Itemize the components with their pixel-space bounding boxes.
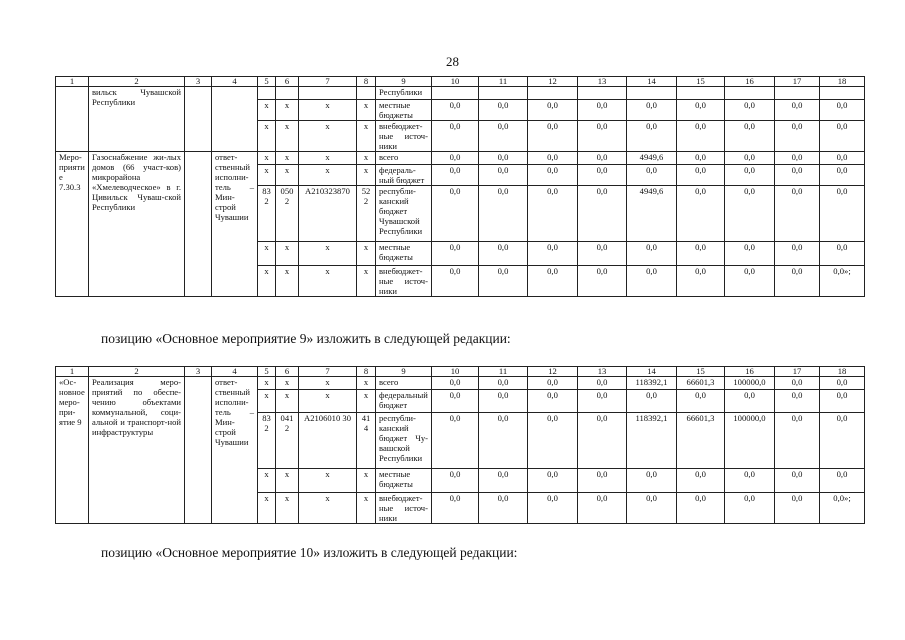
funding-source-cell: Республики bbox=[376, 87, 432, 100]
section-code-cell: x bbox=[276, 165, 299, 186]
column-number-cell: 3 bbox=[185, 367, 212, 377]
column-number-cell: 13 bbox=[578, 367, 627, 377]
column-number-cell: 5 bbox=[258, 367, 276, 377]
amount-cell: 0,0 bbox=[528, 242, 578, 266]
amount-cell: 0,0 bbox=[578, 165, 627, 186]
column-number-cell: 12 bbox=[528, 77, 578, 87]
column-number-cell: 16 bbox=[725, 77, 775, 87]
grbs-code-cell: x bbox=[258, 390, 276, 413]
amount-cell: 0,0 bbox=[528, 186, 578, 242]
grbs-code-cell: x bbox=[258, 100, 276, 121]
amount-cell bbox=[775, 87, 820, 100]
amount-cell: 0,0 bbox=[432, 390, 479, 413]
amount-cell: 0,0 bbox=[677, 493, 725, 524]
funding-source-cell: республи-канский бюджет Чу-вашской Республики bbox=[376, 413, 432, 469]
column-number-cell: 2 bbox=[89, 77, 185, 87]
expense-type-cell: 414 bbox=[357, 413, 376, 469]
target-article-cell: x bbox=[299, 469, 357, 493]
grbs-code-cell: x bbox=[258, 469, 276, 493]
amount-cell: 0,0 bbox=[578, 469, 627, 493]
section-code-cell: x bbox=[276, 377, 299, 390]
funding-source-cell: внебюджет-ные источ-ники bbox=[376, 493, 432, 524]
section-code-cell: 0502 bbox=[276, 186, 299, 242]
column-number-cell: 11 bbox=[479, 77, 528, 87]
page-number: 28 bbox=[446, 54, 459, 69]
amount-cell: 118392,1 bbox=[627, 377, 677, 390]
amount-cell: 0,0 bbox=[528, 469, 578, 493]
amount-cell: 0,0 bbox=[479, 266, 528, 297]
amount-cell: 0,0 bbox=[432, 377, 479, 390]
empty-cell bbox=[185, 377, 212, 524]
amount-cell: 0,0 bbox=[677, 186, 725, 242]
amount-cell: 0,0 bbox=[725, 493, 775, 524]
amount-cell: 0,0 bbox=[677, 152, 725, 165]
amount-cell: 0,0 bbox=[479, 390, 528, 413]
section-code-cell: x bbox=[276, 121, 299, 152]
column-number-cell: 2 bbox=[89, 367, 185, 377]
column-number-cell: 9 bbox=[376, 77, 432, 87]
amount-cell: 0,0 bbox=[432, 121, 479, 152]
column-number-cell: 18 bbox=[820, 77, 865, 87]
amount-cell: 0,0 bbox=[775, 186, 820, 242]
amount-cell: 0,0 bbox=[677, 100, 725, 121]
amount-cell: 0,0 bbox=[677, 266, 725, 297]
column-number-cell: 7 bbox=[299, 367, 357, 377]
amount-cell: 0,0 bbox=[725, 152, 775, 165]
amount-cell: 0,0 bbox=[432, 165, 479, 186]
funding-source-cell: внебюджет-ные источ-ники bbox=[376, 121, 432, 152]
amount-cell: 0,0 bbox=[775, 266, 820, 297]
target-article-cell: x bbox=[299, 165, 357, 186]
amount-cell: 0,0 bbox=[479, 165, 528, 186]
column-number-cell: 9 bbox=[376, 367, 432, 377]
amount-cell: 0,0 bbox=[627, 266, 677, 297]
amount-cell: 0,0 bbox=[432, 469, 479, 493]
grbs-code-cell: x bbox=[258, 242, 276, 266]
amount-cell: 0,0 bbox=[627, 469, 677, 493]
amount-cell bbox=[820, 87, 865, 100]
section-code-cell: x bbox=[276, 390, 299, 413]
column-number-cell: 11 bbox=[479, 367, 528, 377]
column-number-cell: 4 bbox=[212, 367, 258, 377]
amount-cell: 100000,0 bbox=[725, 377, 775, 390]
amount-cell: 0,0 bbox=[627, 242, 677, 266]
amount-cell: 0,0 bbox=[578, 152, 627, 165]
amount-cell: 0,0 bbox=[479, 242, 528, 266]
column-number-row bbox=[56, 367, 865, 377]
amount-cell: 0,0 bbox=[528, 390, 578, 413]
amount-cell bbox=[578, 87, 627, 100]
amount-cell: 0,0 bbox=[775, 390, 820, 413]
amount-cell: 100000,0 bbox=[725, 413, 775, 469]
column-number-cell: 17 bbox=[775, 367, 820, 377]
target-article-cell: x bbox=[299, 100, 357, 121]
event-number-cell: Меро-приятие 7.30.3 bbox=[56, 152, 89, 297]
funding-source-cell: федераль-ный бюджет bbox=[376, 165, 432, 186]
amount-cell: 0,0 bbox=[627, 165, 677, 186]
amount-cell bbox=[479, 87, 528, 100]
event-number-cell bbox=[56, 87, 89, 152]
paragraph-main-event-10: позицию «Основное мероприятие 10» изложить в следующей редакции: bbox=[101, 545, 518, 560]
target-article-cell: x bbox=[299, 377, 357, 390]
amount-cell: 0,0 bbox=[528, 377, 578, 390]
event-name-cell: Реализация меро-приятий по обеспе-чению объектами коммунальной, соци-альной и транспорт-ной инфраструктуры bbox=[89, 377, 185, 524]
amount-cell: 0,0 bbox=[432, 186, 479, 242]
amount-cell: 0,0 bbox=[775, 100, 820, 121]
section-code-cell: x bbox=[276, 152, 299, 165]
amount-cell: 0,0 bbox=[820, 390, 865, 413]
budget-table-1 bbox=[55, 76, 865, 297]
amount-cell: 0,0 bbox=[578, 266, 627, 297]
event-name-cell: Газоснабжение жи-лых домов (66 участ-ков) микрорайона «Хмелеводческое» в г. Цивильск Чуваш-ской Республики bbox=[89, 152, 185, 297]
amount-cell: 0,0 bbox=[725, 266, 775, 297]
amount-cell: 0,0 bbox=[627, 100, 677, 121]
amount-cell: 0,0 bbox=[820, 152, 865, 165]
amount-cell: 0,0 bbox=[820, 242, 865, 266]
funding-source-cell: всего bbox=[376, 377, 432, 390]
column-number-cell: 3 bbox=[185, 77, 212, 87]
section-code-cell: 0412 bbox=[276, 413, 299, 469]
column-number-cell: 1 bbox=[56, 367, 89, 377]
column-number-cell: 10 bbox=[432, 367, 479, 377]
amount-cell: 0,0 bbox=[775, 242, 820, 266]
amount-cell: 4949,6 bbox=[627, 186, 677, 242]
target-article-cell: x bbox=[299, 152, 357, 165]
column-number-cell: 4 bbox=[212, 77, 258, 87]
amount-cell: 0,0 bbox=[479, 377, 528, 390]
amount-cell: 0,0 bbox=[775, 493, 820, 524]
target-article-cell: x bbox=[299, 266, 357, 297]
amount-cell: 0,0 bbox=[578, 377, 627, 390]
amount-cell: 0,0 bbox=[820, 165, 865, 186]
amount-cell bbox=[528, 87, 578, 100]
expense-type-cell: x bbox=[357, 100, 376, 121]
amount-cell: 0,0 bbox=[627, 493, 677, 524]
column-number-cell: 17 bbox=[775, 77, 820, 87]
grbs-code-cell: 832 bbox=[258, 186, 276, 242]
expense-type-cell: x bbox=[357, 377, 376, 390]
amount-cell: 0,0 bbox=[432, 100, 479, 121]
empty-cell bbox=[185, 152, 212, 297]
amount-cell: 0,0 bbox=[725, 165, 775, 186]
column-number-cell: 12 bbox=[528, 367, 578, 377]
target-article-cell bbox=[299, 87, 357, 100]
amount-cell: 0,0 bbox=[725, 390, 775, 413]
amount-cell: 0,0 bbox=[775, 469, 820, 493]
target-article-cell: x bbox=[299, 493, 357, 524]
amount-cell: 4949,6 bbox=[627, 152, 677, 165]
amount-cell: 0,0 bbox=[775, 377, 820, 390]
amount-cell bbox=[627, 87, 677, 100]
amount-cell: 0,0 bbox=[528, 121, 578, 152]
amount-cell: 0,0 bbox=[677, 165, 725, 186]
grbs-code-cell bbox=[258, 87, 276, 100]
target-article-cell: x bbox=[299, 242, 357, 266]
column-number-cell: 6 bbox=[276, 77, 299, 87]
amount-cell: 0,0 bbox=[775, 165, 820, 186]
table-row bbox=[56, 377, 865, 390]
column-number-cell: 10 bbox=[432, 77, 479, 87]
amount-cell: 0,0 bbox=[820, 469, 865, 493]
amount-cell: 0,0 bbox=[725, 186, 775, 242]
amount-cell: 0,0 bbox=[627, 121, 677, 152]
column-number-cell: 8 bbox=[357, 77, 376, 87]
table-row bbox=[56, 152, 865, 165]
funding-source-cell: местные бюджеты bbox=[376, 469, 432, 493]
grbs-code-cell: x bbox=[258, 165, 276, 186]
amount-cell: 0,0 bbox=[677, 242, 725, 266]
amount-cell: 0,0 bbox=[528, 100, 578, 121]
funding-source-cell: федеральный бюджет bbox=[376, 390, 432, 413]
column-number-cell: 14 bbox=[627, 77, 677, 87]
amount-cell: 0,0 bbox=[725, 121, 775, 152]
target-article-cell: x bbox=[299, 390, 357, 413]
expense-type-cell: x bbox=[357, 121, 376, 152]
expense-type-cell: x bbox=[357, 165, 376, 186]
grbs-code-cell: x bbox=[258, 493, 276, 524]
section-code-cell: x bbox=[276, 242, 299, 266]
funding-source-cell: местные бюджеты bbox=[376, 242, 432, 266]
column-number-cell: 6 bbox=[276, 367, 299, 377]
grbs-code-cell: x bbox=[258, 377, 276, 390]
budget-table-2 bbox=[55, 366, 865, 524]
amount-cell: 0,0 bbox=[820, 413, 865, 469]
section-code-cell: x bbox=[276, 266, 299, 297]
target-article-cell: x bbox=[299, 121, 357, 152]
table-row bbox=[56, 87, 865, 100]
amount-cell: 0,0 bbox=[775, 152, 820, 165]
paragraph-main-event-9: позицию «Основное мероприятие 9» изложить в следующей редакции: bbox=[101, 331, 511, 346]
amount-cell: 0,0 bbox=[578, 390, 627, 413]
column-number-row bbox=[56, 77, 865, 87]
column-number-cell: 13 bbox=[578, 77, 627, 87]
amount-cell: 0,0 bbox=[578, 242, 627, 266]
amount-cell: 0,0 bbox=[479, 121, 528, 152]
target-article-cell: A210323870 bbox=[299, 186, 357, 242]
amount-cell: 0,0 bbox=[677, 390, 725, 413]
funding-source-cell: местные бюджеты bbox=[376, 100, 432, 121]
amount-cell: 0,0 bbox=[479, 100, 528, 121]
column-number-cell: 16 bbox=[725, 367, 775, 377]
amount-cell: 0,0 bbox=[725, 100, 775, 121]
amount-cell: 0,0 bbox=[432, 413, 479, 469]
section-code-cell: x bbox=[276, 469, 299, 493]
event-number-cell: «Ос-новное меро-при-ятие 9 bbox=[56, 377, 89, 524]
amount-cell: 0,0 bbox=[432, 242, 479, 266]
target-article-cell: A2106010 30 bbox=[299, 413, 357, 469]
amount-cell: 0,0 bbox=[775, 121, 820, 152]
amount-cell: 0,0 bbox=[479, 413, 528, 469]
section-code-cell bbox=[276, 87, 299, 100]
amount-cell: 0,0 bbox=[725, 469, 775, 493]
amount-cell: 0,0 bbox=[677, 469, 725, 493]
expense-type-cell: x bbox=[357, 390, 376, 413]
amount-cell: 0,0 bbox=[820, 100, 865, 121]
section-code-cell: x bbox=[276, 493, 299, 524]
funding-source-cell: всего bbox=[376, 152, 432, 165]
amount-cell: 0,0 bbox=[820, 186, 865, 242]
responsible-cell: ответ-ственный исполни-тель – Мин-строй Чувашии bbox=[212, 377, 258, 524]
responsible-cell bbox=[212, 87, 258, 152]
amount-cell: 0,0 bbox=[820, 377, 865, 390]
grbs-code-cell: x bbox=[258, 266, 276, 297]
expense-type-cell: x bbox=[357, 242, 376, 266]
amount-cell: 0,0 bbox=[578, 186, 627, 242]
amount-cell: 0,0 bbox=[578, 413, 627, 469]
amount-cell: 0,0 bbox=[528, 152, 578, 165]
column-number-cell: 15 bbox=[677, 367, 725, 377]
amount-cell: 0,0 bbox=[578, 100, 627, 121]
amount-cell: 0,0 bbox=[627, 390, 677, 413]
amount-cell: 0,0 bbox=[677, 121, 725, 152]
column-number-cell: 18 bbox=[820, 367, 865, 377]
section-code-cell: x bbox=[276, 100, 299, 121]
amount-cell: 0,0 bbox=[432, 152, 479, 165]
expense-type-cell bbox=[357, 87, 376, 100]
amount-cell: 0,0 bbox=[528, 413, 578, 469]
event-name-cell: вильск Чувашской Республики bbox=[89, 87, 185, 152]
expense-type-cell: x bbox=[357, 493, 376, 524]
responsible-cell: ответ-ственный исполни-тель – Мин-строй Чувашии bbox=[212, 152, 258, 297]
expense-type-cell: x bbox=[357, 152, 376, 165]
amount-cell: 118392,1 bbox=[627, 413, 677, 469]
column-number-cell: 15 bbox=[677, 77, 725, 87]
expense-type-cell: 522 bbox=[357, 186, 376, 242]
grbs-code-cell: x bbox=[258, 121, 276, 152]
empty-cell bbox=[185, 87, 212, 152]
amount-cell: 0,0 bbox=[725, 242, 775, 266]
column-number-cell: 5 bbox=[258, 77, 276, 87]
amount-cell: 0,0 bbox=[432, 493, 479, 524]
amount-cell bbox=[725, 87, 775, 100]
amount-cell: 0,0 bbox=[528, 165, 578, 186]
grbs-code-cell: 832 bbox=[258, 413, 276, 469]
funding-source-cell: республи-канский бюджет Чувашской Республики bbox=[376, 186, 432, 242]
amount-cell: 0,0 bbox=[578, 121, 627, 152]
amount-cell: 0,0 bbox=[578, 493, 627, 524]
amount-cell bbox=[432, 87, 479, 100]
expense-type-cell: x bbox=[357, 266, 376, 297]
amount-cell: 0,0 bbox=[432, 266, 479, 297]
column-number-cell: 8 bbox=[357, 367, 376, 377]
amount-cell: 0,0 bbox=[479, 186, 528, 242]
amount-cell: 0,0 bbox=[528, 266, 578, 297]
amount-cell: 0,0 bbox=[775, 413, 820, 469]
column-number-cell: 7 bbox=[299, 77, 357, 87]
amount-cell: 0,0»; bbox=[820, 266, 865, 297]
amount-cell: 0,0 bbox=[479, 469, 528, 493]
column-number-cell: 14 bbox=[627, 367, 677, 377]
amount-cell: 66601,3 bbox=[677, 377, 725, 390]
amount-cell: 66601,3 bbox=[677, 413, 725, 469]
amount-cell: 0,0 bbox=[820, 121, 865, 152]
amount-cell: 0,0 bbox=[479, 152, 528, 165]
amount-cell: 0,0 bbox=[479, 493, 528, 524]
amount-cell: 0,0 bbox=[528, 493, 578, 524]
funding-source-cell: внебюджет-ные источ-ники bbox=[376, 266, 432, 297]
column-number-cell: 1 bbox=[56, 77, 89, 87]
grbs-code-cell: x bbox=[258, 152, 276, 165]
amount-cell bbox=[677, 87, 725, 100]
expense-type-cell: x bbox=[357, 469, 376, 493]
amount-cell: 0,0»; bbox=[820, 493, 865, 524]
